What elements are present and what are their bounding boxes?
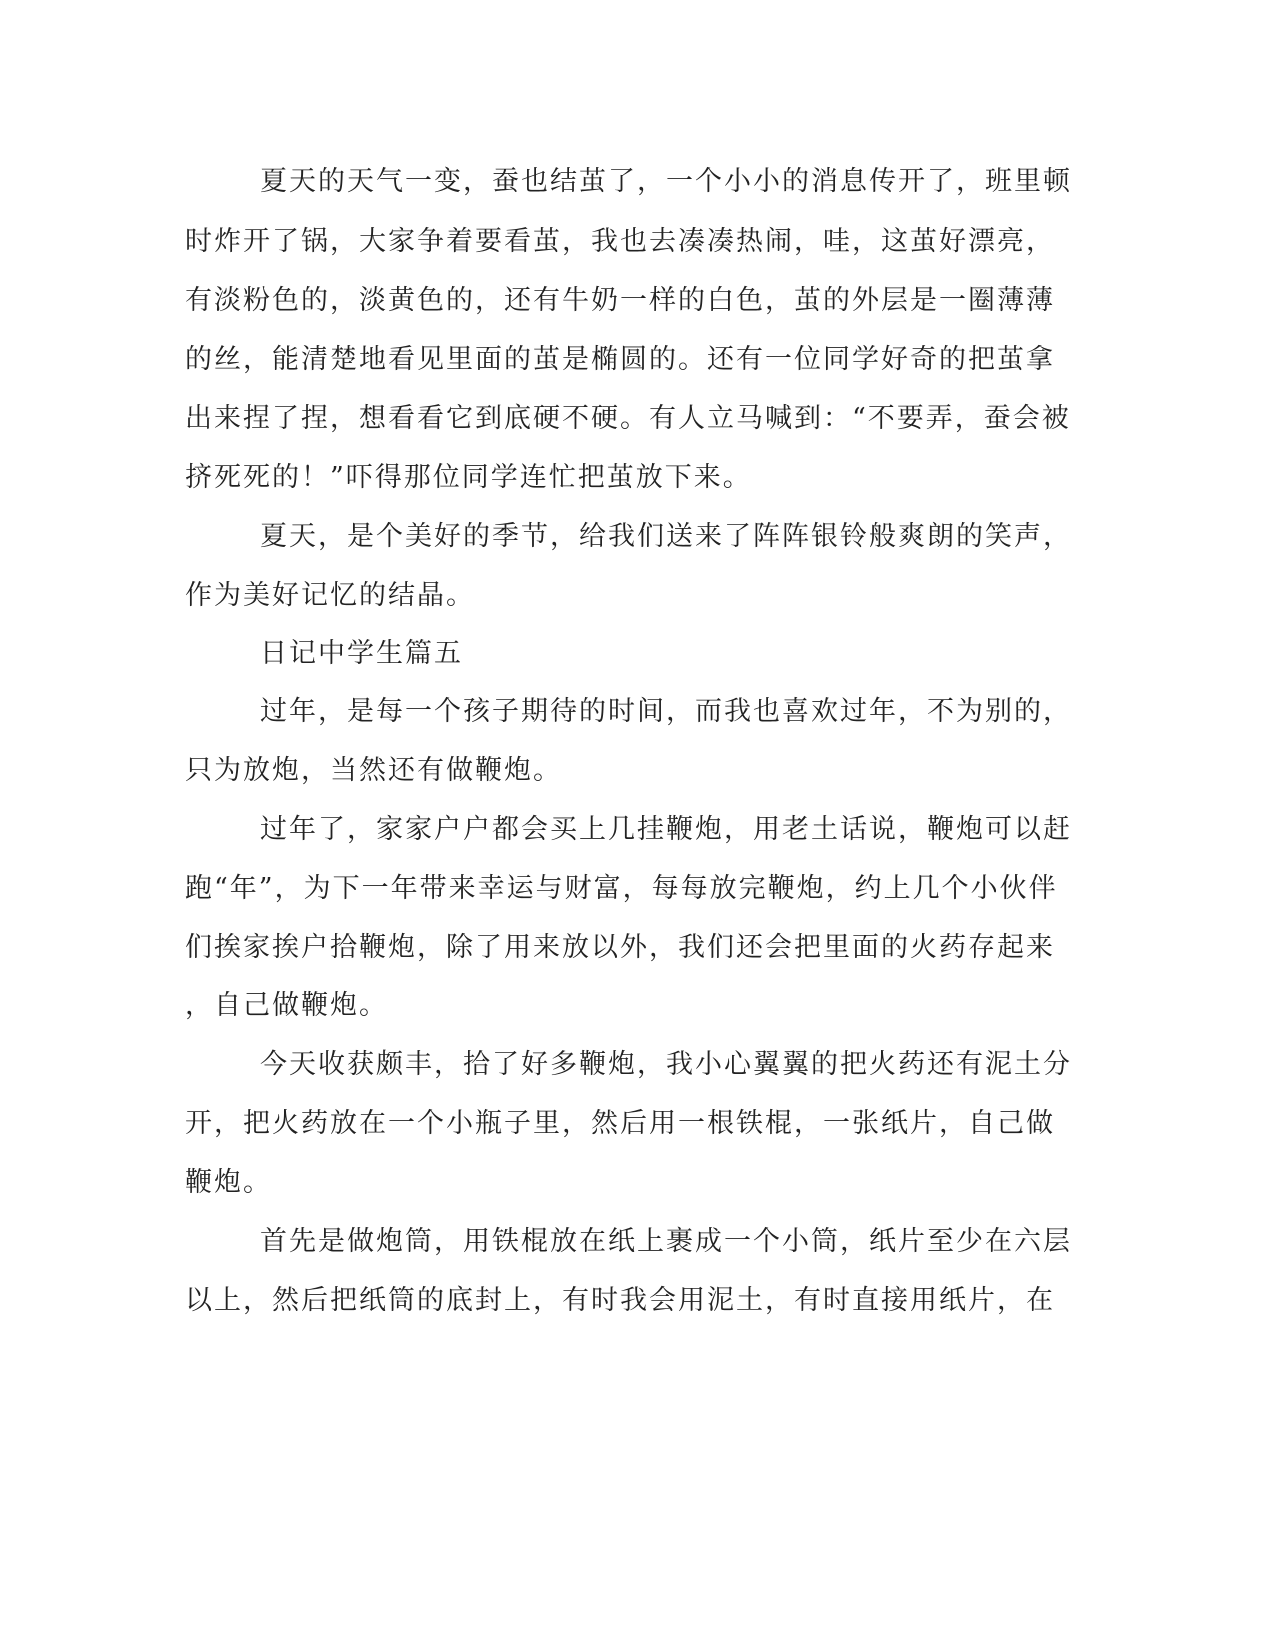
text-line: 有淡粉色的，淡黄色的，还有牛奶一样的白色，茧的外层是一圈薄薄 — [185, 285, 1055, 316]
text-line: 鞭炮。 — [185, 1167, 272, 1198]
text-line: 们挨家挨户拾鞭炮，除了用来放以外，我们还会把里面的火药存起来 — [185, 932, 1055, 963]
text-line: 过年了，家家户户都会买上几挂鞭炮，用老土话说，鞭炮可以赶 — [260, 814, 1072, 845]
text-line: 的丝，能清楚地看见里面的茧是椭圆的。还有一位同学好奇的把茧拿 — [185, 344, 1055, 375]
text-line: 夏天的天气一变，蚕也结茧了，一个小小的消息传开了，班里顿 — [260, 166, 1072, 197]
text-line: 时炸开了锅，大家争着要看茧，我也去凑凑热闹，哇，这茧好漂亮， — [185, 226, 1055, 257]
text-line: 开，把火药放在一个小瓶子里，然后用一根铁棍，一张纸片，自己做 — [185, 1108, 1055, 1139]
text-line: 今天收获颇丰，拾了好多鞭炮，我小心翼翼的把火药还有泥土分 — [260, 1049, 1072, 1080]
section-heading: 日记中学生篇五 — [260, 638, 463, 669]
text-line: 夏天，是个美好的季节，给我们送来了阵阵银铃般爽朗的笑声， — [260, 521, 1072, 552]
text-line: 出来捏了捏，想看看它到底硬不硬。有人立马喊到：“不要弄，蚕会被 — [185, 403, 1071, 434]
text-line: 挤死死的！”吓得那位同学连忙把茧放下来。 — [185, 462, 752, 493]
text-line: 只为放炮，当然还有做鞭炮。 — [185, 755, 562, 786]
text-line: 以上，然后把纸筒的底封上，有时我会用泥土，有时直接用纸片，在 — [185, 1285, 1055, 1316]
text-line: 作为美好记忆的结晶。 — [185, 580, 475, 611]
text-line: 跑“年”，为下一年带来幸运与财富，每每放完鞭炮，约上几个小伙伴 — [185, 873, 1058, 904]
text-line: ，自己做鞭炮。 — [185, 990, 388, 1021]
text-line: 首先是做炮筒，用铁棍放在纸上裹成一个小筒，纸片至少在六层 — [260, 1226, 1072, 1257]
text-line: 过年，是每一个孩子期待的时间，而我也喜欢过年，不为别的， — [260, 696, 1072, 727]
